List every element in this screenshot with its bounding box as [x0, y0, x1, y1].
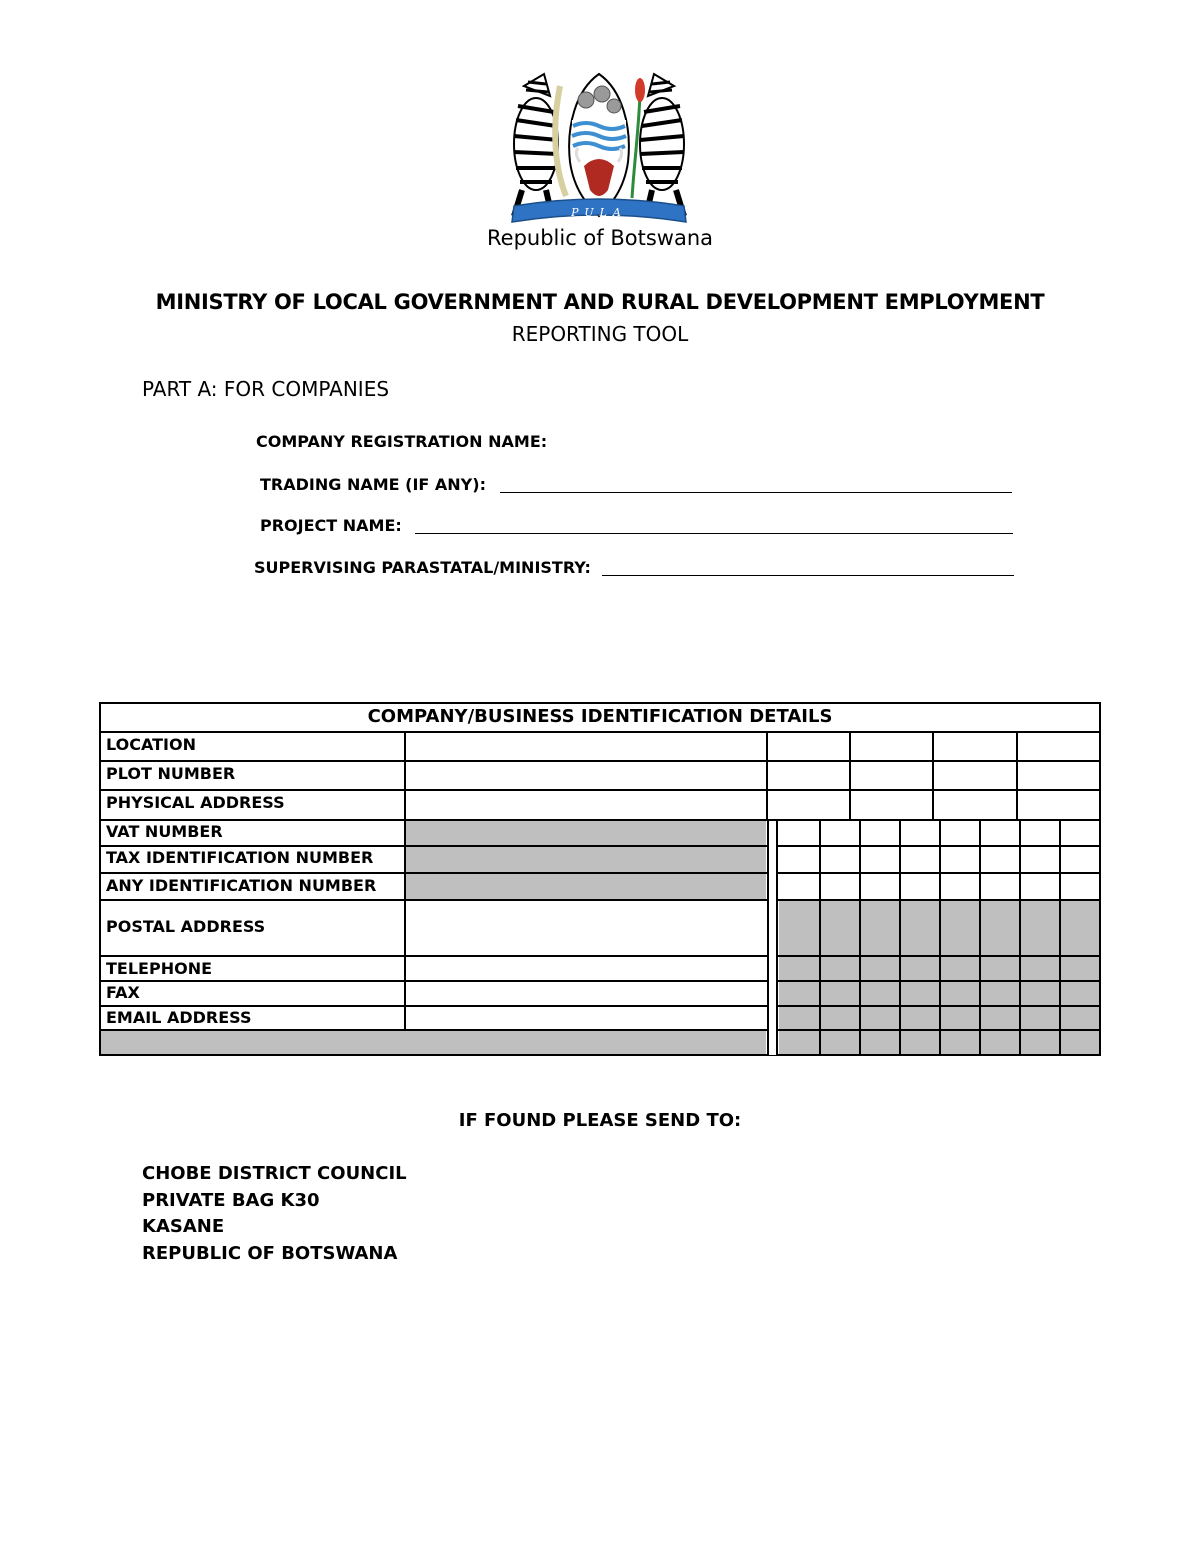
email-address-input[interactable] — [406, 1007, 766, 1029]
table-title: COMPANY/BUSINESS IDENTIFICATION DETAILS — [367, 706, 833, 727]
physical-address-input[interactable] — [406, 791, 766, 819]
supervising-ministry-label: SUPERVISING PARASTATAL/MINISTRY: — [254, 558, 591, 577]
trading-name-label: TRADING NAME (IF ANY): — [260, 475, 486, 494]
any-identification-digit-boxes[interactable] — [779, 874, 1100, 899]
tax-identification-digit-boxes[interactable] — [779, 847, 1100, 872]
document-subtitle: REPORTING TOOL — [511, 322, 689, 346]
telephone-input[interactable] — [406, 957, 766, 980]
part-a-heading: PART A: FOR COMPANIES — [142, 377, 390, 401]
plot-number-input[interactable] — [406, 762, 766, 789]
location-input[interactable] — [406, 733, 766, 760]
row-label-any-identification-number: ANY IDENTIFICATION NUMBER — [106, 876, 377, 895]
row-label-plot-number: PLOT NUMBER — [106, 764, 236, 783]
address-line-4: REPUBLIC OF BOTSWANA — [142, 1243, 398, 1264]
tusk-icon — [555, 86, 566, 196]
address-line-3: KASANE — [142, 1216, 225, 1237]
address-line-2: PRIVATE BAG K30 — [142, 1190, 320, 1211]
row-label-physical-address: PHYSICAL ADDRESS — [106, 793, 285, 812]
left-zebra-supporter — [514, 74, 558, 216]
motto-ribbon — [512, 199, 686, 222]
address-line-1: CHOBE DISTRICT COUNCIL — [142, 1163, 407, 1184]
row-label-telephone: TELEPHONE — [106, 959, 213, 978]
project-name-label: PROJECT NAME: — [260, 516, 402, 535]
shield — [569, 74, 629, 216]
row-label-email-address: EMAIL ADDRESS — [106, 1008, 252, 1027]
vat-number-digit-boxes[interactable] — [779, 821, 1100, 845]
row-label-location: LOCATION — [106, 735, 196, 754]
return-heading: IF FOUND PLEASE SEND TO: — [458, 1110, 742, 1131]
document-title: MINISTRY OF LOCAL GOVERNMENT AND RURAL DEVELOPMENT EMPLOYMENT — [155, 290, 1045, 314]
project-name-input-line[interactable] — [415, 533, 1013, 534]
right-zebra-supporter — [640, 74, 684, 216]
country-name: Republic of Botswana — [487, 226, 713, 250]
row-label-vat-number: VAT NUMBER — [106, 822, 223, 841]
row-label-tax-identification-number: TAX IDENTIFICATION NUMBER — [106, 848, 374, 867]
company-registration-name-label: COMPANY REGISTRATION NAME: — [256, 432, 548, 451]
trading-name-input-line[interactable] — [500, 492, 1012, 493]
row-label-fax: FAX — [106, 983, 140, 1002]
postal-address-input[interactable] — [406, 901, 766, 955]
coat-of-arms-emblem — [494, 66, 704, 230]
fax-input[interactable] — [406, 982, 766, 1005]
row-label-postal-address: POSTAL ADDRESS — [106, 917, 266, 936]
svg-text:PULA: PULA — [571, 206, 627, 219]
supervising-ministry-input-line[interactable] — [602, 575, 1014, 576]
